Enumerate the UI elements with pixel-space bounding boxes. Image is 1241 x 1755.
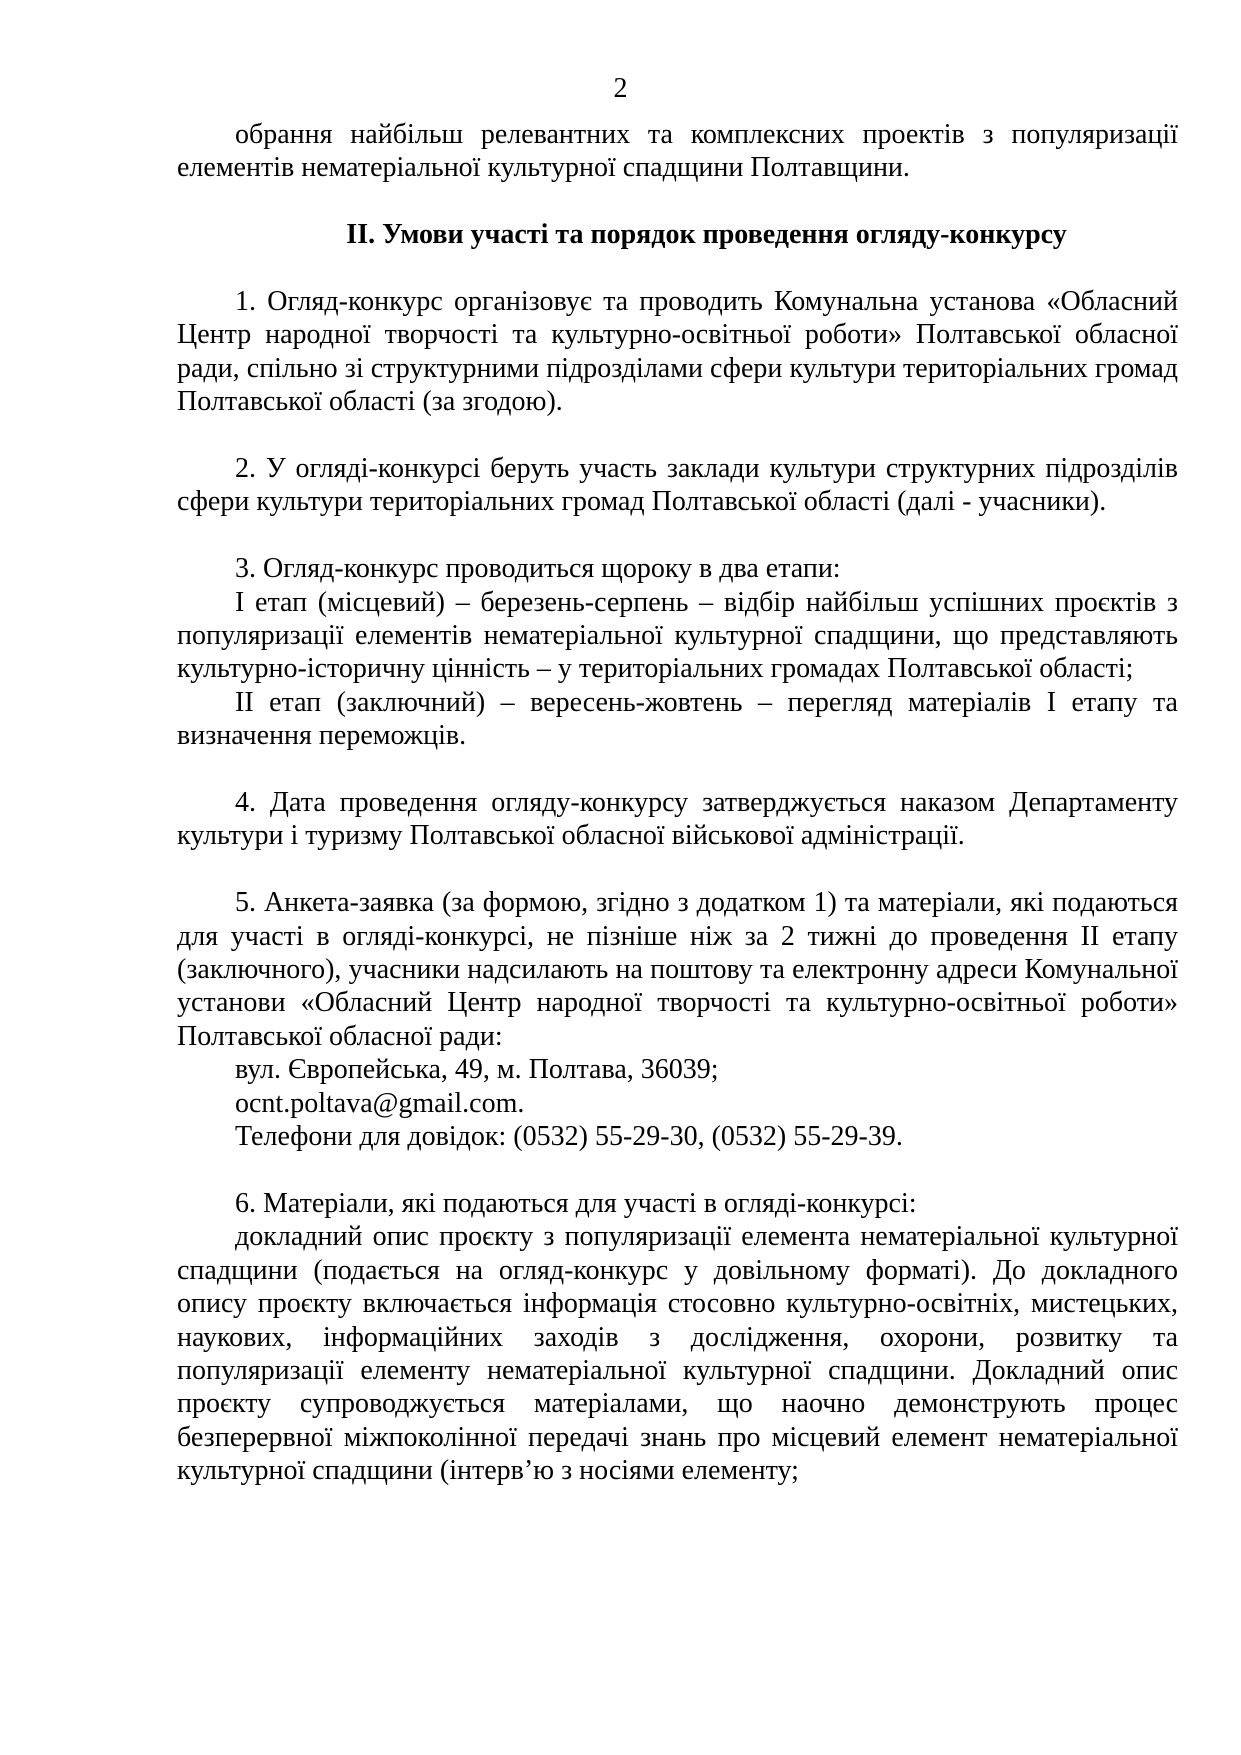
intro-paragraph: обрання найбільш релевантних та комплексних проектів з популяризації елементів нематеріальної культурної спадщини Полтавщини.: [177, 119, 1178, 184]
page-number: 2: [613, 73, 628, 104]
document-body: [177, 118, 1178, 1488]
item-5-phones: Телефони для довідок: (0532) 55-29-30, (0532) 55-29-39.: [235, 1121, 903, 1153]
item-5-email: ocnt.poltava@gmail.com.: [235, 1087, 525, 1119]
item-3-stage-2: ІІ етап (заключний) – вересень-жовтень – перегляд матеріалів І етапу та визначення переможців.: [177, 686, 1178, 752]
item-3-stage-1: І етап (місцевий) – березень-серпень – відбір найбільш успішних проєктів з популяризації елементів нематеріальної культурної спадщини, що представляють культурно-історичну цінність – у територіальних громадах Полтавської області;: [177, 586, 1178, 685]
item-5-paragraph: 5. Анкета-заявка (за формою, згідно з додатком 1) та матеріали, які подаються для участі в огляді-конкурсі, не пізніше ніж за 2 тижні до проведення ІІ етапу (заключного), учасники надсилають на поштову та електронну адреси Комунальної установи «Обласний Центр народної творчості та культурно-освітньої роботи» Полтавської обласної ради:: [177, 887, 1178, 1052]
item-3-intro: 3. Огляд-конкурс проводиться щороку в два етапи:: [235, 553, 841, 585]
item-4-paragraph: 4. Дата проведення огляду-конкурсу затверджується наказом Департаменту культури і туризму Полтавської обласної військової адміністрації.: [177, 787, 1178, 852]
item-1-paragraph: 1. Огляд-конкурс організовує та проводить Комунальна установа «Обласний Центр народної творчості та культурно-освітньої роботи» Полтавської обласної ради, спільно зі структурними підрозділами сфери культури територіальних громад Полтавської області (за згодою).: [177, 286, 1178, 418]
item-5-address: вул. Європейська, 49, м. Полтава, 36039;: [235, 1054, 719, 1086]
item-6-intro: 6. Матеріали, які подаються для участі в огляді-конкурсі:: [235, 1187, 917, 1219]
section-heading: ІІ. Умови участі та порядок проведення огляду-конкурсу: [346, 219, 1067, 251]
item-6-paragraph: докладний опис проєкту з популяризації елемента нематеріальної культурної спадщини (подається на огляд-конкурс у довільному форматі). До докладного опису проєкту включається інформація стосовно культурно-освітніх, мистецьких, наукових, інформаційних заходів з дослідження, охорони, розвитку та популяризації елементу нематеріальної культурної спадщини. Докладний опис проєкту супроводжується матеріалами, що наочно демонструють процес безперервної міжпоколінної передачі знань про місцевий елемент нематеріальної культурної спадщини (інтерв’ю з носіями елементу;: [177, 1221, 1178, 1487]
item-2-paragraph: 2. У огляді-конкурсі беруть участь заклади культури структурних підрозділів сфери культури територіальних громад Полтавської області (далі - учасники).: [177, 453, 1178, 518]
